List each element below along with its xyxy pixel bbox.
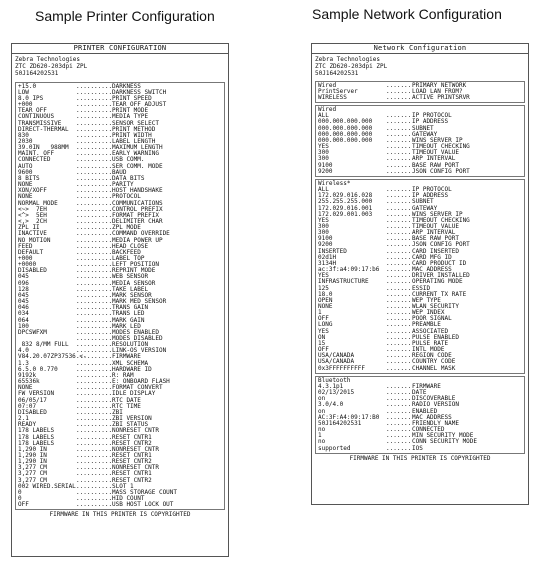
config-label: TEAR OFF ADJUST bbox=[112, 101, 167, 109]
config-value: NONE bbox=[18, 384, 33, 392]
config-value: AC:3F:A4:09:17:B0 bbox=[318, 413, 380, 421]
wireless-section-heading: Wireless* bbox=[318, 179, 351, 187]
config-row bbox=[316, 446, 524, 452]
config-value: 9200 bbox=[318, 241, 333, 249]
config-label: LABEL TOP bbox=[112, 254, 145, 262]
config-row bbox=[16, 502, 224, 508]
config-label: WLAN SECURITY bbox=[412, 303, 459, 311]
config-value: +0000 bbox=[18, 261, 37, 269]
config-value: READY bbox=[18, 421, 37, 429]
config-value: 300 bbox=[318, 149, 329, 157]
config-value: 034 bbox=[18, 310, 29, 318]
config-label: CARD MFG ID bbox=[412, 253, 452, 261]
config-label: ARP INTERVAL bbox=[412, 229, 456, 237]
config-label: SENSOR SELECT bbox=[112, 119, 159, 127]
config-value: <,> 2CH bbox=[18, 218, 47, 226]
config-value: <~> 7EH bbox=[18, 205, 47, 213]
config-value: 07:07 bbox=[18, 402, 37, 410]
config-label: ACTIVE PRINTSRVR bbox=[412, 93, 470, 101]
config-value: 045 bbox=[18, 298, 29, 306]
config-value: YES bbox=[318, 327, 329, 335]
config-label: MODES DISABLED bbox=[112, 335, 163, 343]
wireless-section bbox=[315, 179, 525, 374]
config-label: REPRINT MODE bbox=[112, 267, 156, 275]
config-label: ASSOCIATED bbox=[412, 327, 449, 335]
config-value: 046 bbox=[18, 304, 29, 312]
config-label: USB HOST LOCK OUT bbox=[112, 501, 174, 509]
config-value: OPEN bbox=[318, 296, 333, 304]
config-label: COUNTRY CODE bbox=[412, 358, 456, 366]
config-label: FRIENDLY NAME bbox=[412, 419, 459, 427]
config-label: CURRENT TX RATE bbox=[412, 290, 467, 298]
config-label: WINS SERVER IP bbox=[412, 136, 463, 144]
config-value: 9100 bbox=[318, 235, 333, 243]
config-value: 830 bbox=[18, 131, 29, 139]
config-value: TEAR OFF bbox=[18, 107, 47, 115]
config-label: DARKNESS bbox=[112, 82, 141, 90]
config-value: 8.0 IPS bbox=[18, 94, 44, 102]
config-label: NONRESET CNTR bbox=[112, 445, 159, 453]
config-value: DISABLED bbox=[18, 408, 47, 416]
config-label: MARK LED bbox=[112, 322, 141, 330]
config-label: BAUD bbox=[112, 168, 127, 176]
config-label: DATE bbox=[412, 389, 427, 397]
config-label: BACKFEED bbox=[112, 248, 141, 256]
config-value: FEED bbox=[18, 242, 33, 250]
header-line: ZTC ZD620-203dpi ZPL bbox=[15, 63, 88, 71]
config-value: CONTINUOUS bbox=[18, 113, 55, 121]
config-value: 178 LABELS bbox=[18, 433, 55, 441]
config-label: MEDIA POWER UP bbox=[112, 236, 163, 244]
config-value: 6.5.0 0.770 bbox=[18, 365, 58, 373]
config-label: DATA BITS bbox=[112, 174, 145, 182]
config-value: YES bbox=[318, 272, 329, 280]
config-value: 045 bbox=[18, 273, 29, 281]
config-label: JSON CONFIG PORT bbox=[412, 241, 470, 249]
config-label: MAXIMUM LENGTH bbox=[112, 144, 163, 152]
config-label: LEFT POSITION bbox=[112, 261, 159, 269]
config-label: CHANNEL MASK bbox=[412, 364, 456, 372]
config-value: 300 bbox=[318, 229, 329, 237]
config-value: NORMAL MODE bbox=[18, 199, 58, 207]
copyright-footer: FIRMWARE IN THIS PRINTER IS COPYRIGHTED bbox=[349, 454, 491, 462]
config-label: REGION CODE bbox=[412, 352, 452, 360]
config-label: DISCOVERABLE bbox=[412, 395, 456, 403]
config-label: GATEWAY bbox=[412, 130, 438, 138]
config-label: CONN SECURITY MODE bbox=[412, 438, 478, 446]
config-label: E: ONBOARD FLASH bbox=[112, 378, 170, 386]
printer-config-receipt bbox=[11, 43, 229, 557]
primary-network-section bbox=[315, 81, 525, 103]
config-value: USA/CANADA bbox=[318, 358, 355, 366]
config-value: 9200 bbox=[318, 167, 333, 175]
config-label: ARP INTERVAL bbox=[412, 155, 456, 163]
config-value: INACTIVE bbox=[18, 230, 47, 238]
config-value: on bbox=[318, 407, 326, 415]
config-label: OPERATING MODE bbox=[412, 278, 463, 286]
config-label: MASS STORAGE COUNT bbox=[112, 488, 178, 496]
config-label: POOR SIGNAL bbox=[412, 315, 452, 323]
network-config-title: Network Configuration bbox=[312, 44, 528, 54]
config-value: 2.1 bbox=[18, 415, 29, 423]
config-label: RESET CNTR2 bbox=[112, 476, 152, 484]
config-value: 18.0 bbox=[318, 290, 333, 298]
config-label: TRANS LED bbox=[112, 310, 145, 318]
config-label: ENABLED bbox=[412, 407, 438, 415]
config-label: IP ADDRESS bbox=[412, 118, 449, 126]
config-value: 000.000.000.000 bbox=[318, 118, 373, 126]
config-value: OFF bbox=[318, 315, 329, 323]
config-value: 255.255.255.000 bbox=[318, 198, 373, 206]
config-value: AUTO bbox=[18, 162, 33, 170]
config-value: NONE bbox=[318, 303, 333, 311]
printer-header bbox=[12, 54, 228, 78]
config-row bbox=[316, 366, 524, 372]
config-label: RTC TIME bbox=[112, 402, 141, 410]
config-value: 045 bbox=[18, 291, 29, 299]
config-label: ZPL MODE bbox=[112, 224, 141, 232]
bluetooth-section-heading: Bluetooth bbox=[318, 376, 351, 384]
config-label: PRINT MODE bbox=[112, 107, 149, 115]
config-value: 128 bbox=[18, 285, 29, 293]
config-value: 3,277 CM bbox=[18, 470, 47, 478]
leader-dots bbox=[386, 366, 412, 372]
config-value: 125 bbox=[318, 284, 329, 292]
config-label: XML SCHEMA bbox=[112, 359, 149, 367]
config-label: EARLY WARNING bbox=[112, 150, 159, 158]
config-label: RTC DATE bbox=[112, 396, 141, 404]
config-label: NONRESET CNTR bbox=[112, 427, 159, 435]
config-label: TAKE LABEL bbox=[112, 285, 149, 293]
config-value: XON/XOFF bbox=[18, 187, 47, 195]
config-value: OFF bbox=[318, 346, 329, 354]
leader-dots bbox=[76, 502, 112, 508]
config-label: CONTROL PREFIX bbox=[112, 205, 163, 213]
printer-config-title: PRINTER CONFIGURATION bbox=[12, 44, 228, 54]
config-value: 06/05/17 bbox=[18, 396, 47, 404]
config-value: USA/CANADA bbox=[318, 352, 355, 360]
config-value: PrintServer bbox=[318, 87, 358, 95]
config-label: MARK SENSOR bbox=[112, 291, 152, 299]
config-row bbox=[316, 95, 524, 101]
config-label: IP PROTOCOL bbox=[412, 186, 452, 194]
config-label: FORMAT PREFIX bbox=[112, 211, 159, 219]
config-label: SLOT 1 bbox=[112, 482, 134, 490]
config-value: 0 bbox=[18, 495, 22, 503]
config-label: SER COMM. MODE bbox=[112, 162, 163, 170]
config-value: WIRELESS bbox=[318, 93, 347, 101]
wired-section bbox=[315, 105, 525, 177]
config-label: TRANS GAIN bbox=[112, 304, 149, 312]
config-label: MEDIA SENSOR bbox=[112, 279, 156, 287]
config-value: FW VERSION bbox=[18, 390, 55, 398]
header-line: Zebra Technologies bbox=[15, 56, 81, 63]
config-value: 65536k bbox=[18, 378, 40, 386]
config-label: PREAMBLE bbox=[412, 321, 441, 329]
config-value: 4.0 bbox=[18, 347, 29, 355]
config-label: TIMEOUT CHECKING bbox=[412, 216, 470, 224]
config-value: +15.0 bbox=[18, 82, 37, 90]
config-value: 3,277 CM bbox=[18, 464, 47, 472]
config-value: 172.029.016.001 bbox=[318, 204, 373, 212]
config-label: DELIMITER CHAR bbox=[112, 218, 163, 226]
config-label: IP PROTOCOL bbox=[412, 112, 452, 120]
config-value: MAINT. OFF bbox=[18, 150, 55, 158]
config-value: 1 bbox=[318, 432, 322, 440]
config-label: MAC ADDRESS bbox=[412, 413, 452, 421]
config-value: LOW bbox=[18, 88, 29, 96]
config-value: 9600 bbox=[18, 168, 33, 176]
config-value: YES bbox=[318, 143, 329, 151]
config-label: INTL MODE bbox=[412, 346, 445, 354]
config-value: DIRECT-THERMAL bbox=[18, 125, 69, 133]
config-value: 1,290 IN bbox=[18, 458, 47, 466]
config-value: ZPL II bbox=[18, 224, 40, 232]
header-line: Zebra Technologies bbox=[315, 56, 381, 63]
printer-settings-section bbox=[15, 82, 225, 511]
config-value: 1,290 IN bbox=[18, 451, 47, 459]
config-label: MARK MED SENSOR bbox=[112, 298, 167, 306]
config-value: 0 bbox=[18, 488, 22, 496]
config-value: 064 bbox=[18, 316, 29, 324]
config-label: RESET CNTR2 bbox=[112, 458, 152, 466]
config-label: ZBI STATUS bbox=[112, 421, 149, 429]
header-line: ZTC ZD620-203dpi ZPL bbox=[315, 63, 388, 71]
config-value: 172.029.016.028 bbox=[318, 192, 373, 200]
network-config-heading: Sample Network Configuration bbox=[312, 6, 502, 22]
config-label: RESET CNTR1 bbox=[112, 433, 152, 441]
config-label: WEP TYPE bbox=[412, 296, 441, 304]
config-label: IDLE DISPLAY bbox=[112, 390, 156, 398]
config-label: NONRESET CNTR bbox=[112, 464, 159, 472]
config-label: ZBI bbox=[112, 408, 123, 416]
config-label: PULSE ENABLED bbox=[412, 333, 459, 341]
config-value: 178 LABELS bbox=[18, 439, 55, 447]
config-label: ESSID bbox=[412, 284, 431, 292]
config-value: CONNECTED bbox=[18, 156, 51, 164]
config-value: no bbox=[318, 426, 326, 434]
config-label: RADIO VERSION bbox=[412, 401, 459, 409]
config-value: NONE bbox=[18, 193, 33, 201]
config-value: 50J164202531 bbox=[318, 419, 362, 427]
header-line: 50J164202531 bbox=[315, 70, 359, 78]
config-label: WEB SENSOR bbox=[112, 273, 149, 281]
config-value: 300 bbox=[318, 155, 329, 163]
config-label: USB COMM. bbox=[112, 156, 145, 164]
config-value: 2030 bbox=[18, 138, 33, 146]
config-label: GATEWAY bbox=[412, 204, 438, 212]
config-label: HEAD CLOSE bbox=[112, 242, 149, 250]
config-label: ZBI VERSION bbox=[112, 415, 152, 423]
config-value: 8 BITS bbox=[18, 174, 40, 182]
config-label: FORMAT CONVERT bbox=[112, 384, 163, 392]
config-label: PROTOCOL bbox=[112, 193, 141, 201]
config-label: CARD INSERTED bbox=[412, 247, 459, 255]
config-value: 4.3.1p1 bbox=[318, 382, 344, 390]
config-value: TRANSMISSIVE bbox=[18, 119, 62, 127]
config-value: <^> 5EH bbox=[18, 211, 47, 219]
printer-config-heading: Sample Printer Configuration bbox=[35, 8, 215, 24]
config-label: IOS bbox=[412, 444, 423, 452]
config-value: no bbox=[318, 438, 326, 446]
config-label: LABEL LENGTH bbox=[112, 138, 156, 146]
config-label: MIN SECURITY MODE bbox=[412, 432, 474, 440]
config-value: 000.000.000.000 bbox=[318, 136, 373, 144]
config-label: COMMUNICATIONS bbox=[112, 199, 163, 207]
config-label: MAC ADDRESS bbox=[412, 266, 452, 274]
config-value: ALL bbox=[318, 112, 329, 120]
copyright-footer: FIRMWARE IN THIS PRINTER IS COPYRIGHTED bbox=[49, 511, 191, 519]
config-value: INSERTED bbox=[318, 247, 347, 255]
config-value: 3134H bbox=[318, 259, 337, 267]
config-label: PRINT METHOD bbox=[112, 125, 156, 133]
config-value: DEFAULT bbox=[18, 248, 44, 256]
config-label: DRIVER INSTALLED bbox=[412, 272, 470, 280]
config-value: +000 bbox=[18, 254, 33, 262]
config-value: YES bbox=[318, 216, 329, 224]
config-value: 39.0IN 988MM bbox=[18, 144, 69, 152]
config-label: IP ADDRESS bbox=[412, 192, 449, 200]
config-label: MARK GAIN bbox=[112, 316, 145, 324]
network-config-receipt bbox=[311, 43, 529, 505]
config-label: SUBNET bbox=[412, 198, 434, 206]
config-label: FIRMWARE bbox=[112, 353, 141, 361]
config-label: TIMEOUT CHECKING bbox=[412, 143, 470, 151]
config-value: Wired bbox=[318, 81, 337, 89]
config-value: 9100 bbox=[318, 161, 333, 169]
config-value: +000 bbox=[18, 101, 33, 109]
config-label: PRIMARY NETWORK bbox=[412, 81, 467, 89]
config-label: TIMEOUT VALUE bbox=[412, 149, 459, 157]
config-value: ac:3f:a4:09:17:b6 bbox=[318, 266, 380, 274]
config-value: 1,290 IN bbox=[18, 445, 47, 453]
config-label: DARKNESS SWITCH bbox=[112, 88, 167, 96]
config-value: V84.20.07ZP37536 <- bbox=[18, 353, 87, 361]
config-value: 15 bbox=[318, 339, 326, 347]
leader-dots bbox=[386, 169, 412, 175]
config-label: COMMAND OVERRIDE bbox=[112, 230, 170, 238]
config-value: 172.029.001.003 bbox=[318, 210, 373, 218]
wired-section-heading: Wired bbox=[318, 106, 337, 114]
config-label: CARD PRODUCT ID bbox=[412, 259, 467, 267]
config-value: NO MOTION bbox=[18, 236, 51, 244]
config-label: JSON CONFIG PORT bbox=[412, 167, 470, 175]
config-label: HID COUNT bbox=[112, 495, 145, 503]
config-value: ALL bbox=[318, 186, 329, 194]
config-label: HOST HANDSHAKE bbox=[112, 187, 163, 195]
config-value: 002 WIRED.SERIAL bbox=[18, 482, 76, 490]
config-value: 832 8/MM FULL bbox=[18, 341, 69, 349]
config-label: LINK-OS VERSION bbox=[112, 347, 167, 355]
config-label: RESET CNTR2 bbox=[112, 439, 152, 447]
config-value: 9192k bbox=[18, 371, 37, 379]
config-label: CONNECTED bbox=[412, 426, 445, 434]
config-value: 178 LABELS bbox=[18, 427, 55, 435]
config-label: PARITY bbox=[112, 181, 134, 189]
config-label: PRINT WIDTH bbox=[112, 131, 152, 139]
config-label: RESOLUTION bbox=[112, 341, 149, 349]
config-value: LONG bbox=[318, 321, 333, 329]
network-header bbox=[312, 54, 528, 78]
config-label: PULSE RATE bbox=[412, 339, 449, 347]
config-label: HARDWARE ID bbox=[112, 365, 152, 373]
config-value: ON bbox=[318, 333, 326, 341]
config-value: 02/13/2015 bbox=[318, 389, 355, 397]
config-label: SUBNET bbox=[412, 124, 434, 132]
config-value: 3.0/4.0 bbox=[318, 401, 344, 409]
leader-dots bbox=[386, 95, 412, 101]
config-value: OFF bbox=[18, 501, 29, 509]
config-label: PRINT SPEED bbox=[112, 94, 152, 102]
config-value: 300 bbox=[318, 222, 329, 230]
config-value: on bbox=[318, 395, 326, 403]
config-row bbox=[316, 169, 524, 175]
config-value: 1 bbox=[318, 309, 322, 317]
config-value: INFRASTRUCTURE bbox=[318, 278, 369, 286]
bluetooth-section bbox=[315, 376, 525, 454]
config-value: supported bbox=[318, 444, 351, 452]
leader-dots bbox=[386, 446, 412, 452]
config-value: 000.000.000.000 bbox=[318, 130, 373, 138]
config-value: 096 bbox=[18, 279, 29, 287]
config-label: RESET CNTR1 bbox=[112, 470, 152, 478]
config-value: 000.000.000.000 bbox=[318, 124, 373, 132]
config-label: R: RAM bbox=[112, 371, 134, 379]
config-label: BASE RAW PORT bbox=[412, 161, 459, 169]
config-value: 3,277 CM bbox=[18, 476, 47, 484]
config-label: MODES ENABLED bbox=[112, 328, 159, 336]
config-label: FIRMWARE bbox=[412, 382, 441, 390]
config-label: RESET CNTR1 bbox=[112, 451, 152, 459]
config-value: NONE bbox=[18, 181, 33, 189]
config-value: 100 bbox=[18, 322, 29, 330]
config-value: 1.3 bbox=[18, 359, 29, 367]
config-label: WINS SERVER IP bbox=[412, 210, 463, 218]
config-value: DISABLED bbox=[18, 267, 47, 275]
config-value: 02d1H bbox=[318, 253, 337, 261]
config-value: 0x3FFFFFFFFFF bbox=[318, 364, 365, 372]
config-label: MEDIA TYPE bbox=[112, 113, 149, 121]
config-label: LOAD LAN FROM? bbox=[412, 87, 463, 95]
config-label: BASE RAW PORT bbox=[412, 235, 459, 243]
config-label: WEP INDEX bbox=[412, 309, 445, 317]
header-line: 50J164202531 bbox=[15, 70, 59, 78]
config-label: TIMEOUT VALUE bbox=[412, 222, 459, 230]
config-value: DPCSWFXM bbox=[18, 328, 47, 336]
